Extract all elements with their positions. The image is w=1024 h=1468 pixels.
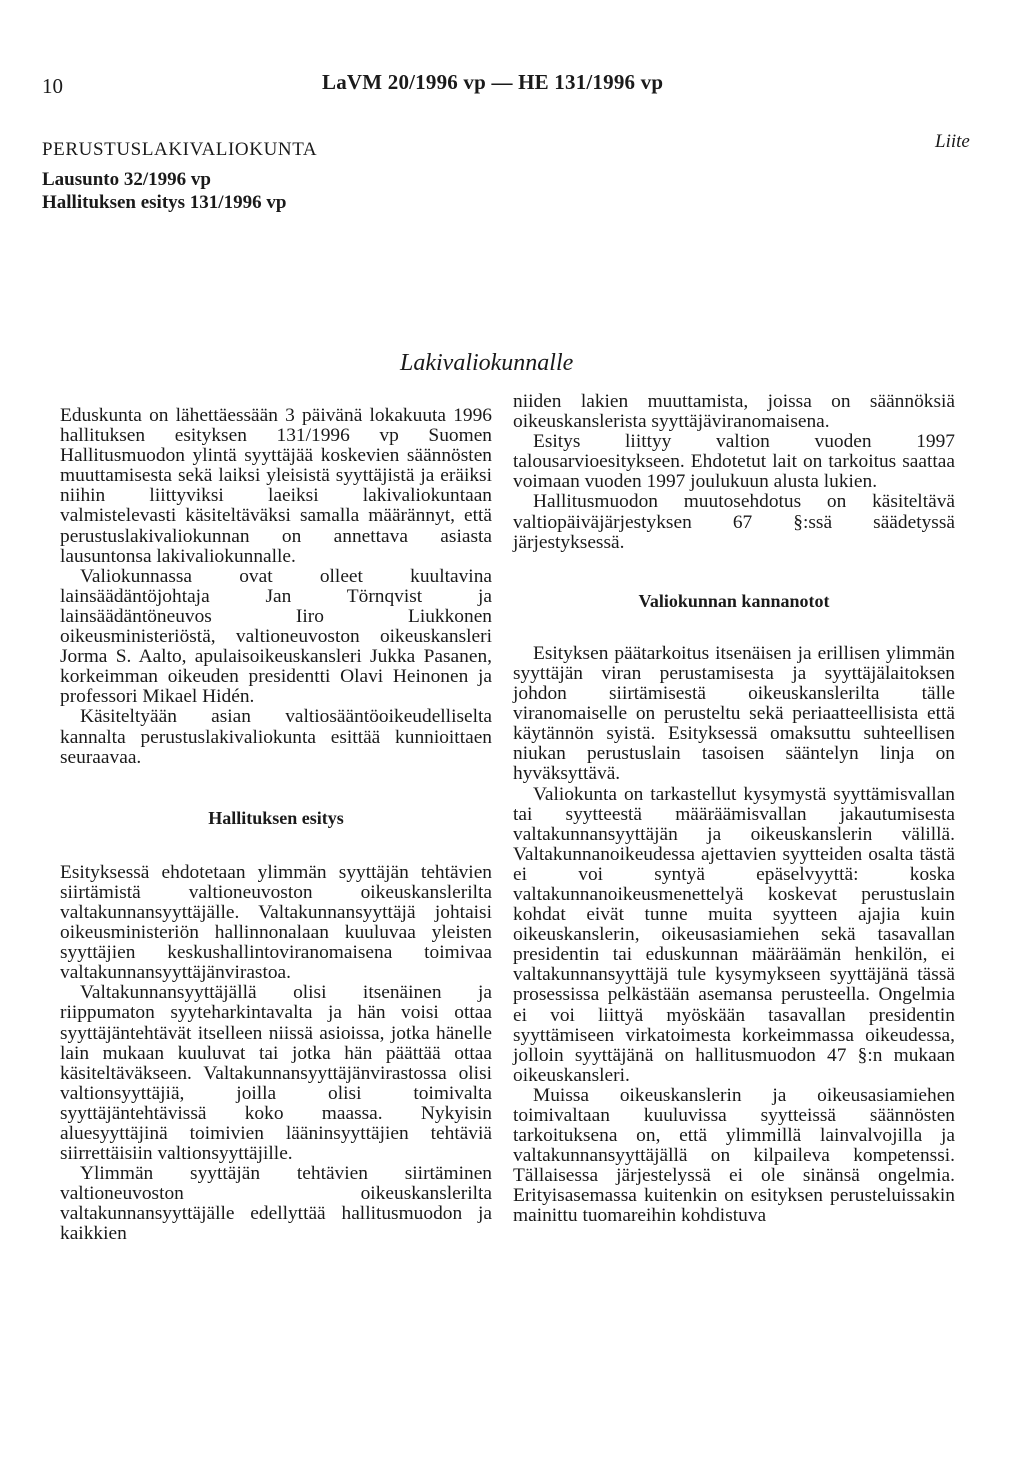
paragraph: Eduskunta on lähettäessään 3 päivänä lokakuuta 1996 hallituksen esityksen 131/1996 vp Suomen Hallitusmuodon ylintä syyttäjää koskevien säännösten muuttamisesta sekä laiksi yleisistä syyttäjistä ja eräiksi niihin liittyviksi laeiksi lakivaliokuntaan valmistelevasti käsiteltäväksi samalla määrännyt, että perustuslakivaliokunnan on annettava asiasta lausuntonsa lakivaliokunnalle. — [60, 405, 492, 567]
page-number: 10 — [42, 74, 63, 98]
paragraph: Käsiteltyään asian valtiosääntöoikeudelliselta kannalta perustuslakivaliokunta esittää kunnioittaen seuraavaa. — [60, 706, 492, 768]
paragraph: Valtakunnansyyttäjällä olisi itsenäinen ja riippumaton syyteharkintavalta ja hän voisi ottaa syyttäjäntehtävät itselleen niissä asioissa, jotka hänelle lain mukaan kuuluvat tai jotka hän päättää ottaa käsiteltäväkseen. Valtakunnansyyttäjänvirastossa olisi valtionsyyttäjiä, joilla olisi toimivalta syyttäjäntehtävissä koko maassa. Nykyisin aluesyyttäjinä toimivien lääninsyyttäjien tehtäviä siirrettäisiin valtionsyyttäjille. — [60, 982, 492, 1165]
paragraph: Ylimmän syyttäjän tehtävien siirtäminen valtioneuvoston oikeuskanslerilta valtakunnansyyttäjälle edellyttää hallitusmuodon ja kaikkien — [60, 1163, 492, 1245]
appendix-label: Liite — [935, 131, 970, 152]
paragraph: Valiokunta on tarkastellut kysymystä syyttämisvallan tai syytteestä määräämisvallan jakautumisesta valtakunnansyyttäjän ja oikeuskanslerin välillä. Valtakunnanoikeudessa ajettavien syytteiden osalta tästä ei voi syntyä epäselvyyttä: koska valtakunnanoikeusmenettelyä koskevat perustuslain kohdat eivät tunne muita syytteen ajajia kuin oikeuskanslerin, oikeusasiamiehen sekä tasavallan presidentin tai eduskunnan määräämän henkilön, ei valtakunnansyyttäjä tule kysymykseen syyttäjänä tässä prosessissa pelkästään asemansa perusteella. Ongelmia ei voi liittyä myöskään tasavallan presidentin syyttämiseen virkatoimesta korkeimmassa oikeudessa, jolloin syyttäjänä on hallitusmuodon 47 §:n mukaan oikeuskansleri. — [513, 783, 955, 1086]
document-title: Lakivaliokunnalle — [400, 350, 574, 376]
paragraph: Esitys liittyy valtion vuoden 1997 talousarvioesitykseen. Ehdotetut lait on tarkoitus saattaa voimaan vuoden 1997 joulukuun alusta lukien. — [513, 431, 955, 493]
section-heading: Valiokunnan kannanotot — [638, 590, 830, 611]
committee-name: PERUSTUSLAKIVALIOKUNTA — [42, 139, 318, 160]
left-column — [60, 406, 492, 1245]
section-heading: Hallituksen esitys — [208, 807, 344, 828]
paragraph: Hallitusmuodon muutosehdotus on käsiteltävä valtiopäiväjärjestyksen 67 §:ssä säädetyssä järjestyksessä. — [513, 491, 955, 553]
paragraph: Esityksessä ehdotetaan ylimmän syyttäjän tehtävien siirtämistä valtioneuvoston oikeuskanslerilta valtakunnansyyttäjälle. Valtakunnansyyttäjä johtaisi oikeusministeriön hallinnonalaan kuuluvaa yleisten syyttäjien keskushallintoviranomaisena toimivaa valtakunnansyyttäjänvirastoa. — [60, 861, 492, 984]
right-column — [513, 392, 955, 1227]
paragraph: Muissa oikeuskanslerin ja oikeusasiamiehen toimivaltaan kuuluvissa syytteissä säännösten tarkoituksena on, että ylimmillä lainvalvojilla ja valtakunnansyyttäjällä on kilpaileva kompetenssi. Tällaisessa järjestelyssä ei ole sinänsä ongelmia. Erityisasemassa kuitenkin on esityksen perusteluissakin mainittu tuomareihin kohdistuva — [513, 1084, 955, 1227]
paragraph: niiden lakien muuttamista, joissa on säännöksiä oikeuskanslerista syyttäjäviranomaisena. — [513, 391, 955, 433]
statement-number: Lausunto 32/1996 vp — [42, 169, 211, 190]
paragraph: Esityksen päätarkoitus itsenäisen ja erillisen ylimmän syyttäjän viran perustamisesta ja syyttäjälaitoksen johdon siirtämisestä oikeuskanslerilta tälle viranomaiselle on perusteltu sekä periaatteellisista että käytännön syistä. Esityksessä omaksuttu suhteellisen niukan perustuslain tasoisen sääntelyn linja on hyväksyttävä. — [513, 642, 955, 785]
paragraph: Valiokunnassa ovat olleet kuultavina lainsäädäntöjohtaja Jan Törnqvist ja lainsäädäntöneuvos Iiro Liukkonen oikeusministeriöstä, valtioneuvoston oikeuskansleri Jorma S. Aalto, apulaisoikeuskansleri Jukka Pasanen, korkeimman oikeuden presidentti Olavi Heinonen ja professori Mikael Hidén. — [60, 565, 492, 708]
running-head: LaVM 20/1996 vp — HE 131/1996 vp — [322, 70, 664, 94]
government-proposal-ref: Hallituksen esitys 131/1996 vp — [42, 192, 287, 213]
